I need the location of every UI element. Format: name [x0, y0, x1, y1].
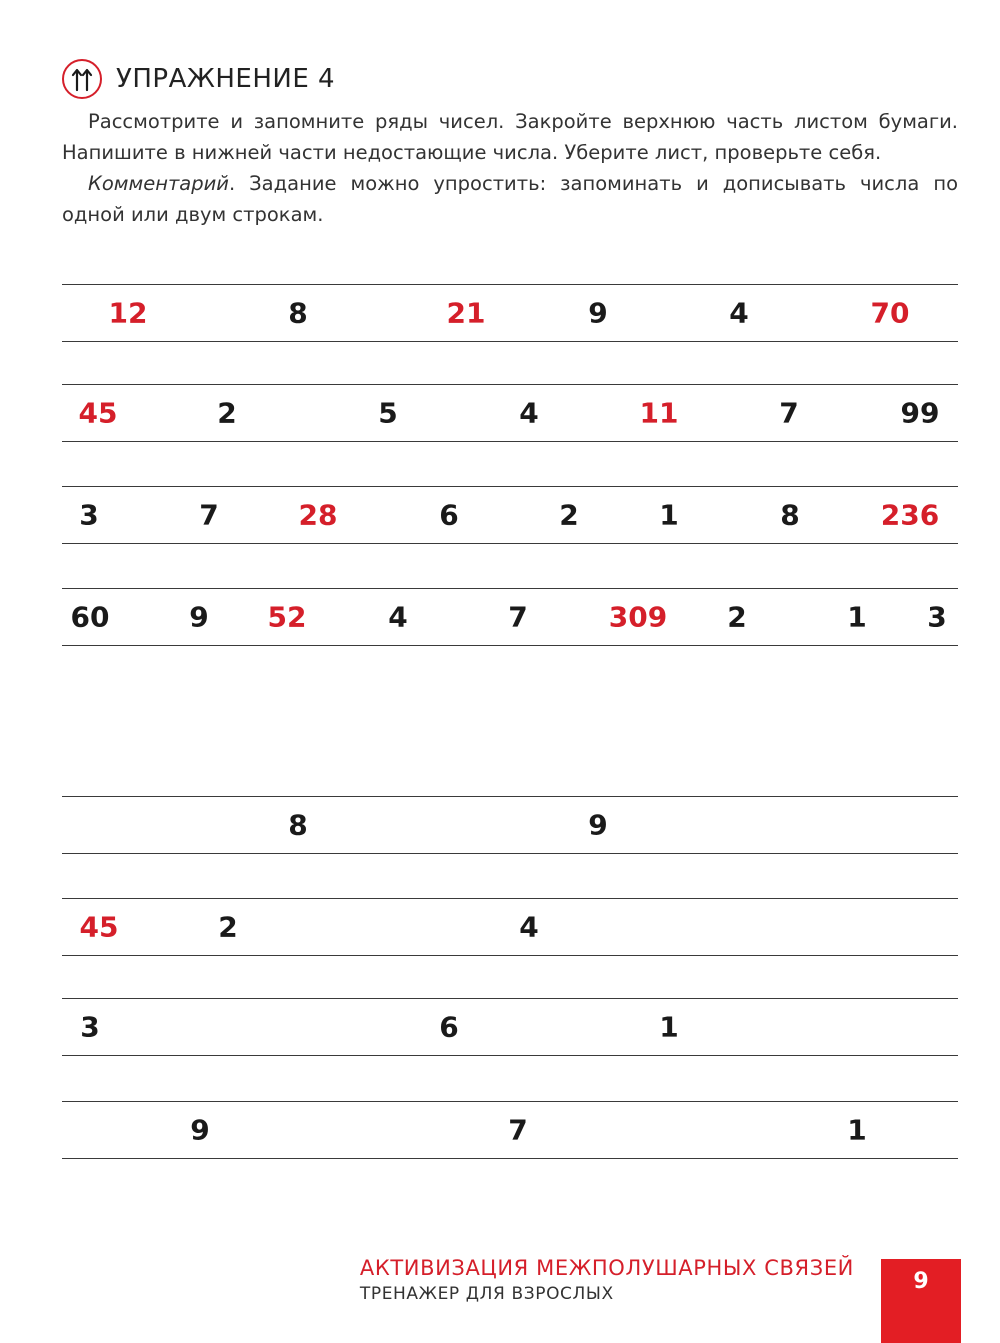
number-cell: 21: [446, 296, 486, 330]
number-cell: 6: [439, 1010, 459, 1044]
number-cell: 4: [388, 600, 408, 634]
number-cell: 7: [508, 600, 528, 634]
top-row-4: [62, 588, 958, 646]
number-cell: 3: [927, 600, 947, 634]
bottom-row-4: [62, 1101, 958, 1159]
instructions-comment: [62, 168, 958, 230]
number-cell: 45: [79, 910, 119, 944]
number-cell: 4: [729, 296, 749, 330]
number-cell: 9: [189, 600, 209, 634]
top-row-2: [62, 384, 958, 442]
number-cell: 6: [439, 498, 459, 532]
comment-label: Комментарий: [88, 172, 229, 195]
comment-text: . Задание можно упростить: запоминать и дописывать числа по одной или двум строкам.: [62, 172, 958, 226]
instructions-main: Рассмотрите и запомните ряды чисел. Закройте верхнюю часть листом бумаги. Напишите в нижней части недостающие числа. Уберите лист, проверьте себя.: [62, 110, 958, 164]
number-cell: 3: [80, 1010, 100, 1044]
number-cell: 236: [880, 498, 940, 532]
number-cell: 5: [378, 396, 398, 430]
exercise-header: [62, 56, 335, 102]
number-cell: 1: [847, 600, 867, 634]
footer: [360, 1254, 854, 1306]
top-row-1: [62, 284, 958, 342]
number-cell: 9: [190, 1113, 210, 1147]
bottom-row-1: [62, 796, 958, 854]
number-cell: 3: [79, 498, 99, 532]
number-cell: 12: [108, 296, 148, 330]
number-cell: 309: [608, 600, 668, 634]
bottom-row-2: [62, 898, 958, 956]
number-cell: 2: [559, 498, 579, 532]
number-cell: 45: [78, 396, 118, 430]
exercise-title: УПРАЖНЕНИЕ 4: [116, 64, 336, 94]
number-cell: 52: [267, 600, 307, 634]
number-cell: 9: [588, 296, 608, 330]
number-cell: 8: [288, 296, 308, 330]
number-cell: 11: [639, 396, 679, 430]
two-up-arrows-icon: [62, 59, 102, 99]
number-cell: 99: [900, 396, 940, 430]
book-subtitle: ТРЕНАЖЕР ДЛЯ ВЗРОСЛЫХ: [359, 1284, 614, 1304]
number-cell: 7: [779, 396, 799, 430]
number-cell: 70: [870, 296, 910, 330]
number-cell: 8: [780, 498, 800, 532]
top-row-3: [62, 486, 958, 544]
number-cell: 28: [298, 498, 338, 532]
number-cell: 8: [288, 808, 308, 842]
book-title: АКТИВИЗАЦИЯ МЕЖПОЛУШАРНЫХ СВЯЗЕЙ: [359, 1256, 854, 1280]
number-cell: 2: [217, 396, 237, 430]
number-cell: 4: [519, 910, 539, 944]
number-cell: 1: [659, 1010, 679, 1044]
page-number: 9: [881, 1259, 961, 1343]
number-cell: 1: [659, 498, 679, 532]
instructions: [62, 106, 958, 230]
number-cell: 60: [70, 600, 110, 634]
number-cell: 1: [847, 1113, 867, 1147]
number-cell: 4: [519, 396, 539, 430]
number-cell: 9: [588, 808, 608, 842]
number-cell: 2: [727, 600, 747, 634]
number-cell: 7: [199, 498, 219, 532]
bottom-row-3: [62, 998, 958, 1056]
number-cell: 2: [218, 910, 238, 944]
number-cell: 7: [508, 1113, 528, 1147]
